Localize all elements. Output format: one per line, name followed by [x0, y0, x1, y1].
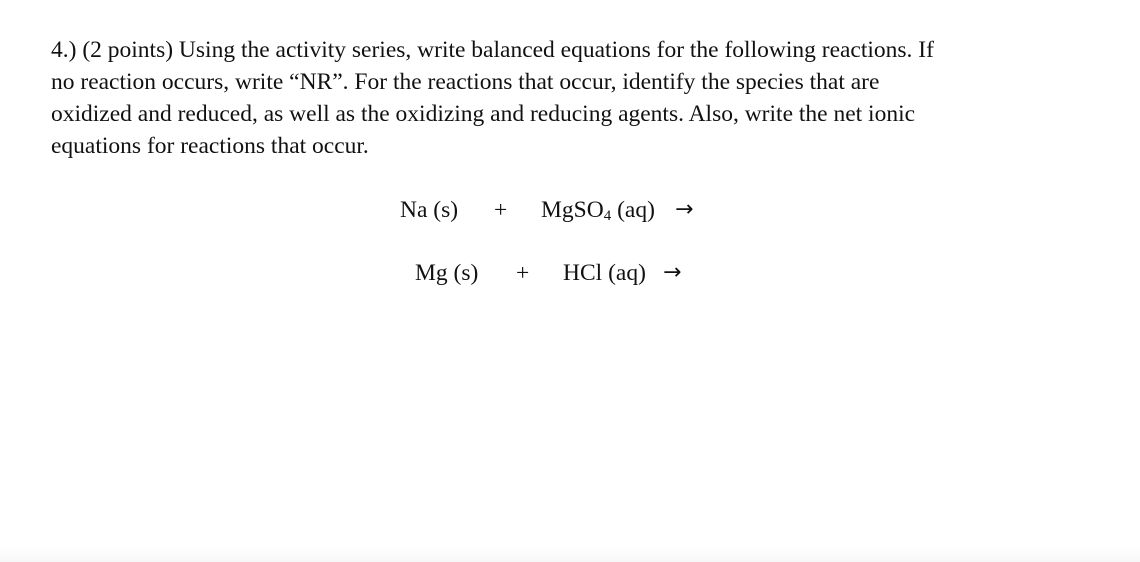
question-line-4: equations for reactions that occur. — [51, 133, 369, 159]
equation-1-reactant-2 — [541, 194, 655, 229]
question-line-1: 4.) (2 points) Using the activity series, write balanced equations for the following reactions. If — [51, 37, 934, 63]
question-text — [51, 34, 1091, 162]
question-line-3: oxidized and reduced, as well as the oxidizing and reducing agents. Also, write the net ionic — [51, 101, 916, 127]
page-bottom-shade — [0, 546, 1140, 562]
equation-1 — [0, 194, 1140, 226]
equation-1-reactant-2-formula: MgSO — [541, 197, 604, 223]
equation-1-reactant-1: Na (s) — [400, 197, 459, 223]
equation-1-reactant-2-subscript: 4 — [603, 208, 612, 224]
equation-2-reactant-1: Mg (s) — [415, 260, 479, 286]
question-line-2: no reaction occurs, write “NR”. For the reactions that occur, identify the species that are — [51, 69, 880, 95]
equation-1-arrow-icon: → — [675, 197, 694, 222]
equation-2-reactant-2 — [563, 257, 646, 289]
equation-2-reactant-2-formula: HCl — [563, 260, 603, 286]
equation-2-arrow-icon: → — [663, 260, 682, 285]
equation-2 — [0, 257, 1140, 289]
equation-2-plus: + — [516, 260, 530, 286]
equation-1-plus: + — [494, 197, 508, 223]
equation-1-reactant-2-state: (aq) — [611, 197, 655, 223]
equation-2-reactant-2-state: (aq) — [602, 260, 646, 286]
